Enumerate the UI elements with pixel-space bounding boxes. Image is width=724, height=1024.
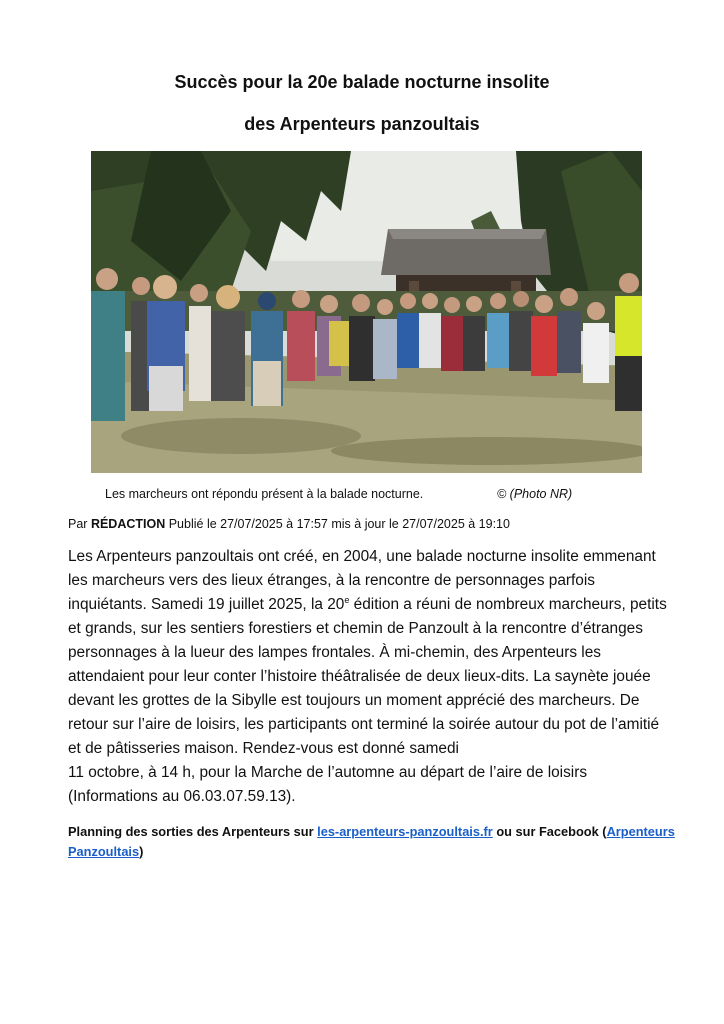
byline-prefix: Par: [68, 517, 91, 531]
photo-caption: Les marcheurs ont répondu présent à la balade nocturne.: [105, 487, 424, 501]
byline: [68, 517, 510, 531]
planning-suffix: ): [139, 844, 144, 859]
facebook-link[interactable]: Arpenteurs Panzoultais: [68, 824, 675, 859]
website-link[interactable]: les-arpenteurs-panzoultais.fr: [317, 824, 493, 839]
article-title-line-2: des Arpenteurs panzoultais: [244, 114, 480, 134]
body-part-3: 11 octobre, à 14 h, pour la Marche de l’automne au départ de l’aire de loisirs (Informations au 06.03.07.59.13).: [68, 764, 588, 805]
article-photo: [91, 151, 642, 473]
body-part-1: Les Arpenteurs panzoultais ont créé, en 2004, une balade nocturne insolite emmenant les marcheurs vers des lieux étranges, à la rencontre de personnages parfois inquiétants. Samedi 19 juillet 2025, la 20: [68, 548, 656, 613]
photo-credit: © (Photo NR): [497, 487, 573, 501]
planning-middle: ou sur Facebook (: [492, 824, 607, 839]
article-body: [68, 545, 668, 809]
body-part-2: édition a réuni de nombreux marcheurs, petits et grands, sur les sentiers forestiers et chemin de Panzoult à la rencontre d’étranges personnages à la lueur des lampes frontales. À mi-chemin, des Arpenteurs les attendaient pour leur conter l’histoire théâtralisée de deux lieux-dits. La saynète jouée devant les grottes de la Sibylle est toujours un moment apprécié des marcheurs. De retour sur l’aire de loisirs, les participants ont terminé la soirée autour du pot de l’amitié et de pâtisseries maison. Rendez-vous est donné samedi: [68, 596, 667, 757]
planning-note: [68, 822, 678, 862]
byline-author: RÉDACTION: [90, 517, 166, 531]
planning-prefix: Planning des sorties des Arpenteurs sur: [68, 824, 318, 839]
article-title-line-1: Succès pour la 20e balade nocturne insolite: [174, 72, 550, 92]
body-superscript: e: [344, 594, 350, 605]
byline-dates: Publié le 27/07/2025 à 17:57 mis à jour le 27/07/2025 à 19:10: [165, 517, 510, 531]
